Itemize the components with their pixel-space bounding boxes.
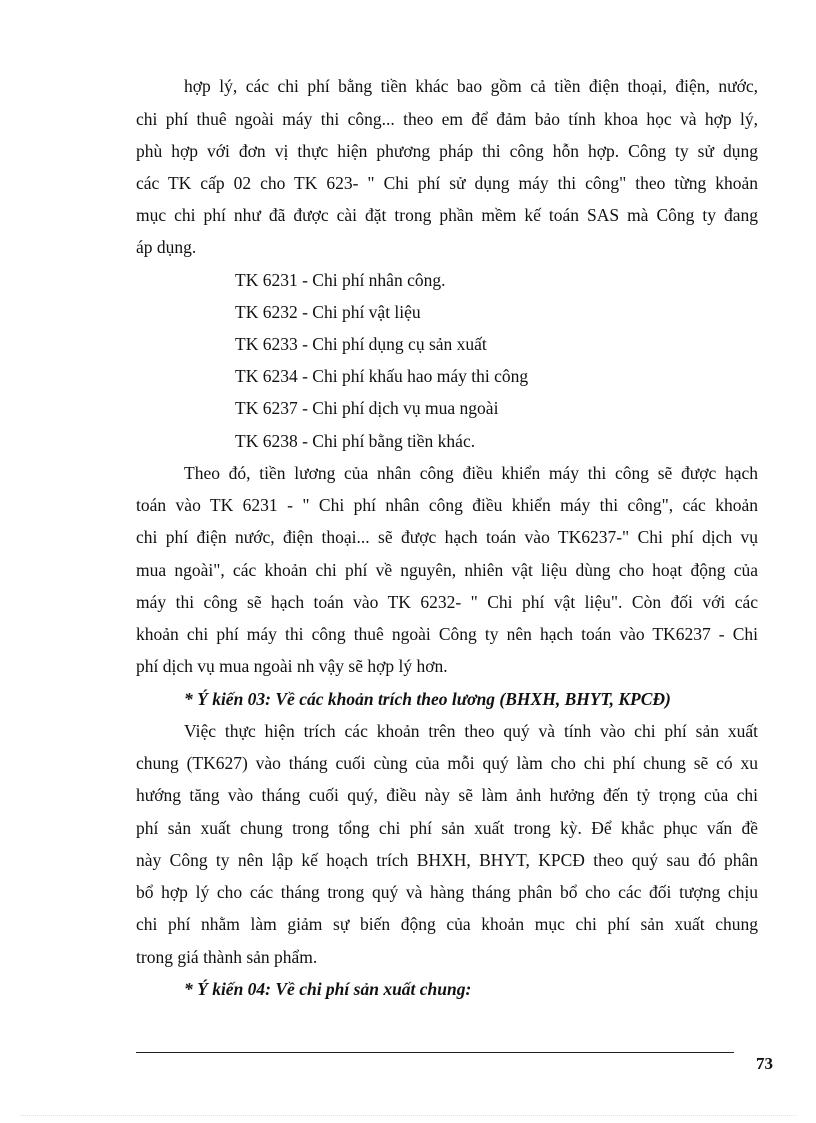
account-item: TK 6234 - Chi phí khấu hao máy thi công xyxy=(235,366,529,386)
paragraph-line: mua ngoài", các khoản chi phí về nguyên, nhiên vật liệu dùng cho hoạt động của xyxy=(136,560,758,580)
paragraph-line: máy thi công sẽ hạch toán vào TK 6232- " Chi phí vật liệu". Còn đối với các xyxy=(136,592,758,612)
paragraph-line: này Công ty nên lập kế hoạch trích BHXH, BHYT, KPCĐ theo quý sau đó phân xyxy=(136,850,758,870)
paragraph-line: chi phí điện nước, điện thoại... sẽ được hạch toán vào TK6237-" Chi phí dịch vụ xyxy=(136,527,758,547)
footer-rule xyxy=(136,1052,734,1053)
paragraph-line: bổ hợp lý cho các tháng trong quý và hàng tháng phân bổ cho các đối tượng chịu xyxy=(136,882,758,902)
account-item: TK 6233 - Chi phí dụng cụ sản xuất xyxy=(235,334,487,354)
account-item: TK 6237 - Chi phí dịch vụ mua ngoài xyxy=(235,398,499,418)
paragraph-line: hợp lý, các chi phí bằng tiền khác bao gồm cả tiền điện thoại, điện, nước, xyxy=(184,76,758,96)
section-heading: * Ý kiến 04: Về chi phí sản xuất chung: xyxy=(184,979,472,999)
paragraph-line: các TK cấp 02 cho TK 623- " Chi phí sử dụng máy thi công" theo từng khoản xyxy=(136,173,758,193)
paragraph-line: chi phí nhằm làm giảm sự biến động của khoản mục chi phí sản xuất chung xyxy=(136,914,758,934)
paragraph-line: áp dụng. xyxy=(136,237,197,257)
section-heading: * Ý kiến 03: Về các khoản trích theo lương (BHXH, BHYT, KPCĐ) xyxy=(184,689,671,709)
paragraph-line: Việc thực hiện trích các khoản trên theo quý và tính vào chi phí sản xuất xyxy=(184,721,758,741)
page-number: 73 xyxy=(756,1054,773,1073)
paragraph-line: hướng tăng vào tháng cuối quý, điều này sẽ làm ảnh hưởng đến tỷ trọng của chi xyxy=(136,785,758,805)
account-item: TK 6231 - Chi phí nhân công. xyxy=(235,270,446,290)
paragraph-line: toán vào TK 6231 - " Chi phí nhân công điều khiển máy thi công", các khoản xyxy=(136,495,758,515)
paragraph-line: phù hợp với đơn vị thực hiện phương pháp thi công hỗn hợp. Công ty sử dụng xyxy=(136,141,758,161)
paragraph-line: mục chi phí như đã được cài đặt trong phần mềm kế toán SAS mà Công ty đang xyxy=(136,205,758,225)
account-item: TK 6232 - Chi phí vật liệu xyxy=(235,302,421,322)
paragraph-line: phí sản xuất chung trong tổng chi phí sản xuất trong kỳ. Để khắc phục vấn đề xyxy=(136,818,758,838)
paragraph-line: chung (TK627) vào tháng cuối cùng của mỗi quý làm cho chi phí chung sẽ có xu xyxy=(136,753,758,773)
account-item: TK 6238 - Chi phí bằng tiền khác. xyxy=(235,431,476,451)
paragraph-line: trong giá thành sản phẩm. xyxy=(136,947,318,967)
paragraph-line: khoản chi phí máy thi công thuê ngoài Công ty nên hạch toán vào TK6237 - Chi xyxy=(136,624,758,644)
bottom-dotted-line xyxy=(20,1115,796,1116)
paragraph-line: chi phí thuê ngoài máy thi công... theo em để đảm bảo tính khoa học và hợp lý, xyxy=(136,109,758,129)
paragraph-line: phí dịch vụ mua ngoài nh vậy sẽ hợp lý hơn. xyxy=(136,656,448,676)
paragraph-line: Theo đó, tiền lương của nhân công điều khiển máy thi công sẽ được hạch xyxy=(184,463,758,483)
